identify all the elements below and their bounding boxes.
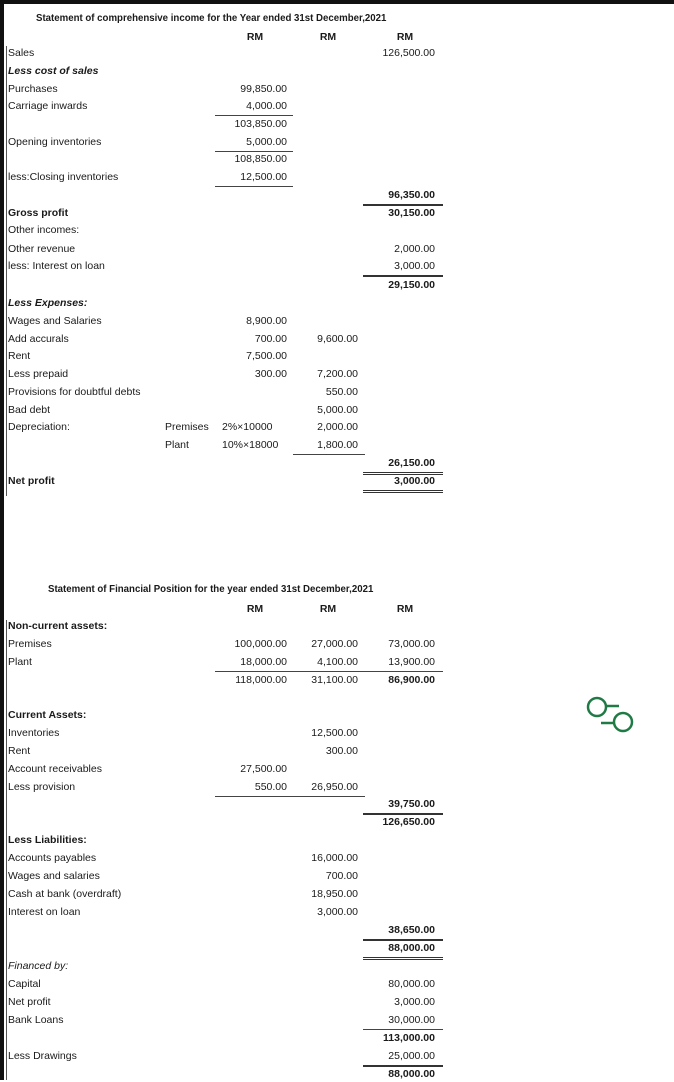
- amount-col-3: 126,500.00: [382, 47, 435, 59]
- position-header-rm-2: RM: [319, 603, 337, 615]
- amount-col-1: 4,000.00: [246, 100, 287, 112]
- row-label: Rent: [8, 350, 31, 362]
- amount-col-2: 26,950.00: [311, 781, 358, 793]
- underline: [363, 204, 443, 206]
- amount-col-1: 8,900.00: [246, 315, 287, 327]
- underline: [363, 1065, 443, 1067]
- link-chain-icon: [585, 692, 635, 742]
- row-label: Bank Loans: [8, 1014, 64, 1026]
- amount-col-1: 18,000.00: [240, 656, 287, 668]
- position-row: [0, 638, 674, 652]
- amount-col-3: 3,000.00: [394, 996, 435, 1008]
- income-row: [0, 315, 674, 329]
- row-label: Less prepaid: [8, 368, 69, 380]
- amount-col-2: 27,000.00: [311, 638, 358, 650]
- position-row: [0, 960, 674, 974]
- amount-col-2: 300.00: [325, 745, 358, 757]
- underline: [363, 490, 443, 493]
- row-label: Capital: [8, 978, 41, 990]
- row-label: less: Interest on loan: [8, 260, 105, 272]
- income-row: [0, 404, 674, 418]
- underline: [215, 671, 443, 672]
- position-row: [0, 727, 674, 741]
- amount-col-1: 103,850.00: [234, 118, 287, 130]
- position-header-rm-3: RM: [396, 603, 414, 615]
- underline: [363, 813, 443, 815]
- income-row: [0, 260, 674, 274]
- position-header-rm-1: RM: [246, 603, 264, 615]
- amount-col-3: 73,000.00: [388, 638, 435, 650]
- position-row: [0, 888, 674, 902]
- position-row: [0, 709, 674, 723]
- income-header-rm-3: RM: [396, 31, 414, 43]
- income-header-rm-1: RM: [246, 31, 264, 43]
- position-row: [0, 924, 674, 938]
- amount-col-1: 108,850.00: [234, 153, 287, 165]
- amount-col-3: 13,900.00: [388, 656, 435, 668]
- amount-col-2: 2,000.00: [317, 421, 358, 433]
- row-label: Interest on loan: [8, 906, 81, 918]
- amount-col-1: 100,000.00: [234, 638, 287, 650]
- position-row: [0, 1032, 674, 1046]
- income-row: [0, 171, 674, 185]
- row-label: Purchases: [8, 83, 58, 95]
- income-row: [0, 224, 674, 238]
- amount-col-2: 18,950.00: [311, 888, 358, 900]
- income-row: [0, 368, 674, 382]
- amount-col-3: 39,750.00: [388, 798, 435, 810]
- row-label: Premises: [8, 638, 52, 650]
- row-label: Other revenue: [8, 243, 76, 255]
- income-row: [0, 100, 674, 114]
- amount-col-2: 700.00: [325, 870, 358, 882]
- amount-col-2: 7,200.00: [317, 368, 358, 380]
- row-label: Less provision: [8, 781, 76, 793]
- amount-col-3: 25,000.00: [388, 1050, 435, 1062]
- amount-col-3: 26,150.00: [388, 457, 435, 469]
- row-label: Other incomes:: [8, 224, 80, 236]
- income-header-rm-2: RM: [319, 31, 337, 43]
- income-row: [0, 207, 674, 221]
- income-statement-title: Statement of comprehensive income for the Year ended 31st December,2021: [36, 12, 387, 24]
- depreciation-rate: 10%×18000: [222, 439, 279, 451]
- amount-col-3: 113,000.00: [383, 1032, 435, 1044]
- depreciation-rate: 2%×10000: [222, 421, 273, 433]
- row-label: Less Drawings: [8, 1050, 77, 1062]
- amount-col-2: 31,100.00: [311, 674, 358, 686]
- row-label: Non-current assets:: [8, 620, 108, 632]
- underline: [363, 1029, 443, 1030]
- row-label: Net profit: [8, 996, 51, 1008]
- row-label: Opening inventories: [8, 136, 102, 148]
- position-row: [0, 906, 674, 920]
- amount-col-2: 12,500.00: [311, 727, 358, 739]
- amount-col-1: 7,500.00: [246, 350, 287, 362]
- row-label: Sales: [8, 47, 35, 59]
- amount-col-3: 3,000.00: [394, 260, 435, 272]
- income-row: [0, 439, 674, 453]
- row-label: Account receivables: [8, 763, 102, 775]
- depreciation-asset: Plant: [165, 439, 189, 451]
- row-label: Cash at bank (overdraft): [8, 888, 122, 900]
- income-row: [0, 421, 674, 435]
- underline: [363, 939, 443, 941]
- row-label: Financed by:: [8, 960, 69, 972]
- income-row: [0, 118, 674, 132]
- income-row: [0, 475, 674, 489]
- position-row: [0, 656, 674, 670]
- top-edge: [0, 0, 674, 4]
- position-row: [0, 1014, 674, 1028]
- position-row: [0, 816, 674, 830]
- underline: [215, 151, 293, 152]
- amount-col-3: 29,150.00: [388, 279, 435, 291]
- amount-col-1: 12,500.00: [240, 171, 287, 183]
- amount-col-3: 88,000.00: [388, 942, 435, 954]
- left-border: [6, 620, 7, 1080]
- row-label: less:Closing inventories: [8, 171, 119, 183]
- amount-col-1: 27,500.00: [240, 763, 287, 775]
- row-label: Add accurals: [8, 333, 69, 345]
- row-label: Bad debt: [8, 404, 51, 416]
- row-label: Wages and salaries: [8, 870, 100, 882]
- row-label: Provisions for doubtful debts: [8, 386, 141, 398]
- amount-col-3: 30,000.00: [388, 1014, 435, 1026]
- position-statement-title: Statement of Financial Position for the year ended 31st December,2021: [48, 583, 374, 595]
- amount-col-3: 86,900.00: [388, 674, 435, 686]
- position-row: [0, 996, 674, 1010]
- position-row: [0, 763, 674, 777]
- amount-col-2: 550.00: [325, 386, 358, 398]
- position-row: [0, 745, 674, 759]
- income-row: [0, 189, 674, 203]
- income-row: [0, 386, 674, 400]
- amount-col-1: 118,000.00: [235, 674, 287, 686]
- position-row: [0, 798, 674, 812]
- income-row: [0, 243, 674, 257]
- income-row: [0, 297, 674, 311]
- position-row: [0, 834, 674, 848]
- position-row: [0, 978, 674, 992]
- amount-col-3: 126,650.00: [382, 816, 435, 828]
- row-label: Carriage inwards: [8, 100, 88, 112]
- row-label: Accounts payables: [8, 852, 97, 864]
- amount-col-3: 3,000.00: [394, 475, 435, 487]
- income-row: [0, 83, 674, 97]
- underline: [363, 275, 443, 277]
- income-row: [0, 457, 674, 471]
- amount-col-1: 550.00: [254, 781, 287, 793]
- depreciation-asset: Premises: [165, 421, 209, 433]
- income-row: [0, 47, 674, 61]
- amount-col-3: 30,150.00: [388, 207, 435, 219]
- amount-col-2: 1,800.00: [317, 439, 358, 451]
- income-row: [0, 136, 674, 150]
- underline: [215, 186, 293, 187]
- income-row: [0, 279, 674, 293]
- row-label: Gross profit: [8, 207, 69, 219]
- amount-col-3: 88,000.00: [388, 1068, 435, 1080]
- row-label: Less Liabilities:: [8, 834, 87, 846]
- amount-col-1: 99,850.00: [240, 83, 287, 95]
- amount-col-2: 4,100.00: [317, 656, 358, 668]
- position-row: [0, 781, 674, 795]
- amount-col-3: 96,350.00: [388, 189, 435, 201]
- underline: [215, 115, 293, 116]
- row-label: Less cost of sales: [8, 65, 99, 77]
- income-row: [0, 333, 674, 347]
- amount-col-2: 5,000.00: [317, 404, 358, 416]
- amount-col-2: 3,000.00: [317, 906, 358, 918]
- row-label: Less Expenses:: [8, 297, 88, 309]
- amount-col-2: 9,600.00: [317, 333, 358, 345]
- amount-col-1: 5,000.00: [246, 136, 287, 148]
- position-row: [0, 870, 674, 884]
- underline: [293, 454, 365, 455]
- position-row: [0, 620, 674, 634]
- position-row: [0, 852, 674, 866]
- row-label: Depreciation:: [8, 421, 70, 433]
- position-row: [0, 1050, 674, 1064]
- underline: [215, 796, 365, 797]
- row-label: Net profit: [8, 475, 55, 487]
- income-row: [0, 153, 674, 167]
- income-row: [0, 65, 674, 79]
- amount-col-3: 38,650.00: [388, 924, 435, 936]
- row-label: Plant: [8, 656, 32, 668]
- amount-col-2: 16,000.00: [311, 852, 358, 864]
- amount-col-3: 80,000.00: [388, 978, 435, 990]
- row-label: Inventories: [8, 727, 60, 739]
- row-label: Current Assets:: [8, 709, 87, 721]
- amount-col-3: 2,000.00: [394, 243, 435, 255]
- amount-col-1: 300.00: [254, 368, 287, 380]
- position-row: [0, 674, 674, 688]
- amount-col-1: 700.00: [254, 333, 287, 345]
- row-label: Wages and Salaries: [8, 315, 102, 327]
- row-label: Rent: [8, 745, 31, 757]
- position-row: [0, 942, 674, 956]
- income-row: [0, 350, 674, 364]
